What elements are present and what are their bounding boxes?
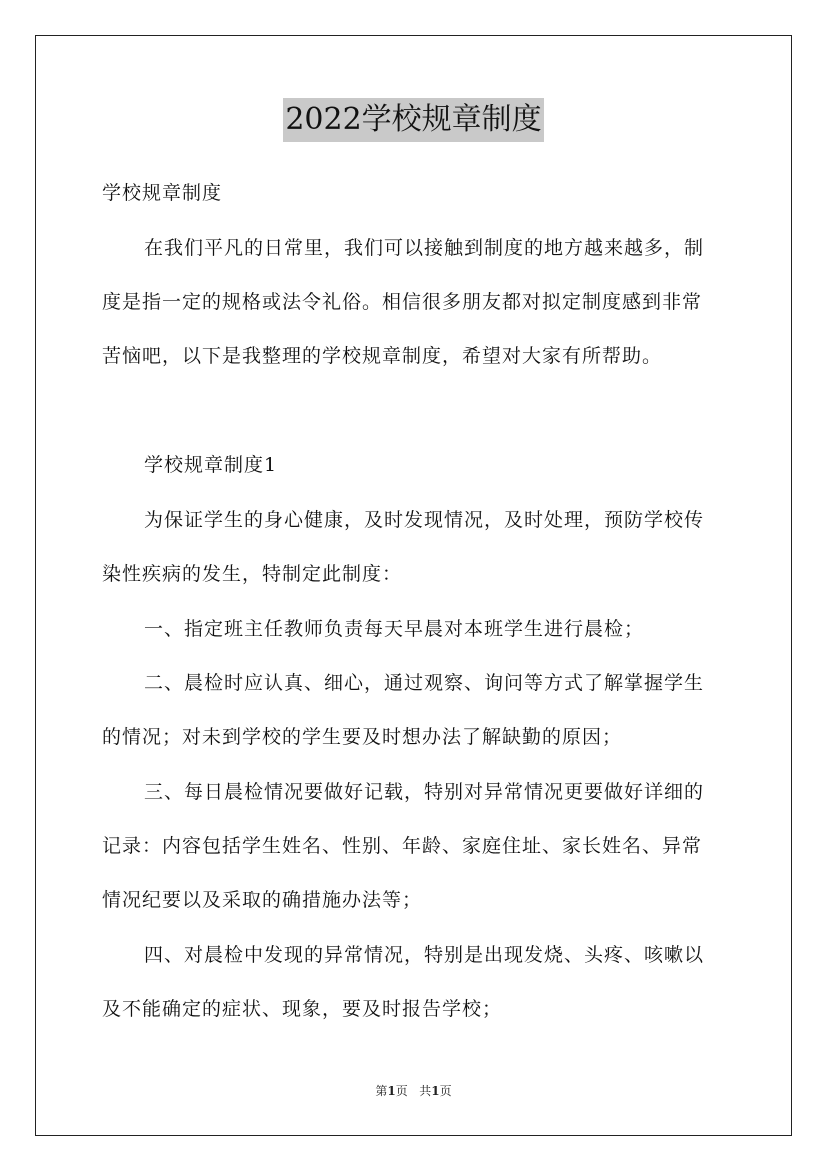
list-item: 三、每日晨检情况要做好记载，特别对异常情况更要做好详细的 [144, 781, 705, 803]
footer-suffix: 页 [439, 1084, 452, 1098]
paragraph-line: 记录：内容包括学生姓名、性别、年龄、家庭住址、家长姓名、异常 [102, 835, 703, 857]
paragraph-line: 在我们平凡的日常里，我们可以接触到制度的地方越来越多，制 [144, 237, 705, 259]
paragraph-line: 染性疾病的发生，特制定此制度： [102, 563, 403, 585]
list-item: 四、对晨检中发现的异常情况，特别是出现发烧、头疼、咳嗽以 [144, 944, 705, 966]
footer-prefix: 第 [375, 1084, 388, 1098]
paragraph-line: 苦恼吧，以下是我整理的学校规章制度，希望对大家有所帮助。 [102, 345, 663, 367]
footer-page-total: 1 [431, 1084, 440, 1098]
paragraph-line: 为保证学生的身心健康，及时发现情况，及时处理，预防学校传 [144, 509, 705, 531]
document-title: 2022学校规章制度 [283, 98, 543, 142]
list-item: 一、指定班主任教师负责每天早晨对本班学生进行晨检； [144, 618, 645, 640]
paragraph-line: 及不能确定的症状、现象，要及时报告学校； [102, 998, 503, 1020]
subsection-heading: 学校规章制度1 [144, 454, 278, 476]
footer-page-current: 1 [387, 1084, 396, 1098]
paragraph-line: 的情况；对未到学校的学生要及时想办法了解缺勤的原因； [102, 726, 623, 748]
paragraph-line: 情况纪要以及采取的确措施办法等； [102, 889, 423, 911]
page-footer [0, 1083, 827, 1099]
section-heading: 学校规章制度 [102, 182, 223, 204]
paragraph-line: 度是指一定的规格或法令礼俗。相信很多朋友都对拟定制度感到非常 [102, 291, 703, 313]
title-container [0, 98, 827, 142]
list-item: 二、晨检时应认真、细心，通过观察、询问等方式了解掌握学生 [144, 672, 705, 694]
footer-mid: 页 共 [395, 1084, 432, 1098]
